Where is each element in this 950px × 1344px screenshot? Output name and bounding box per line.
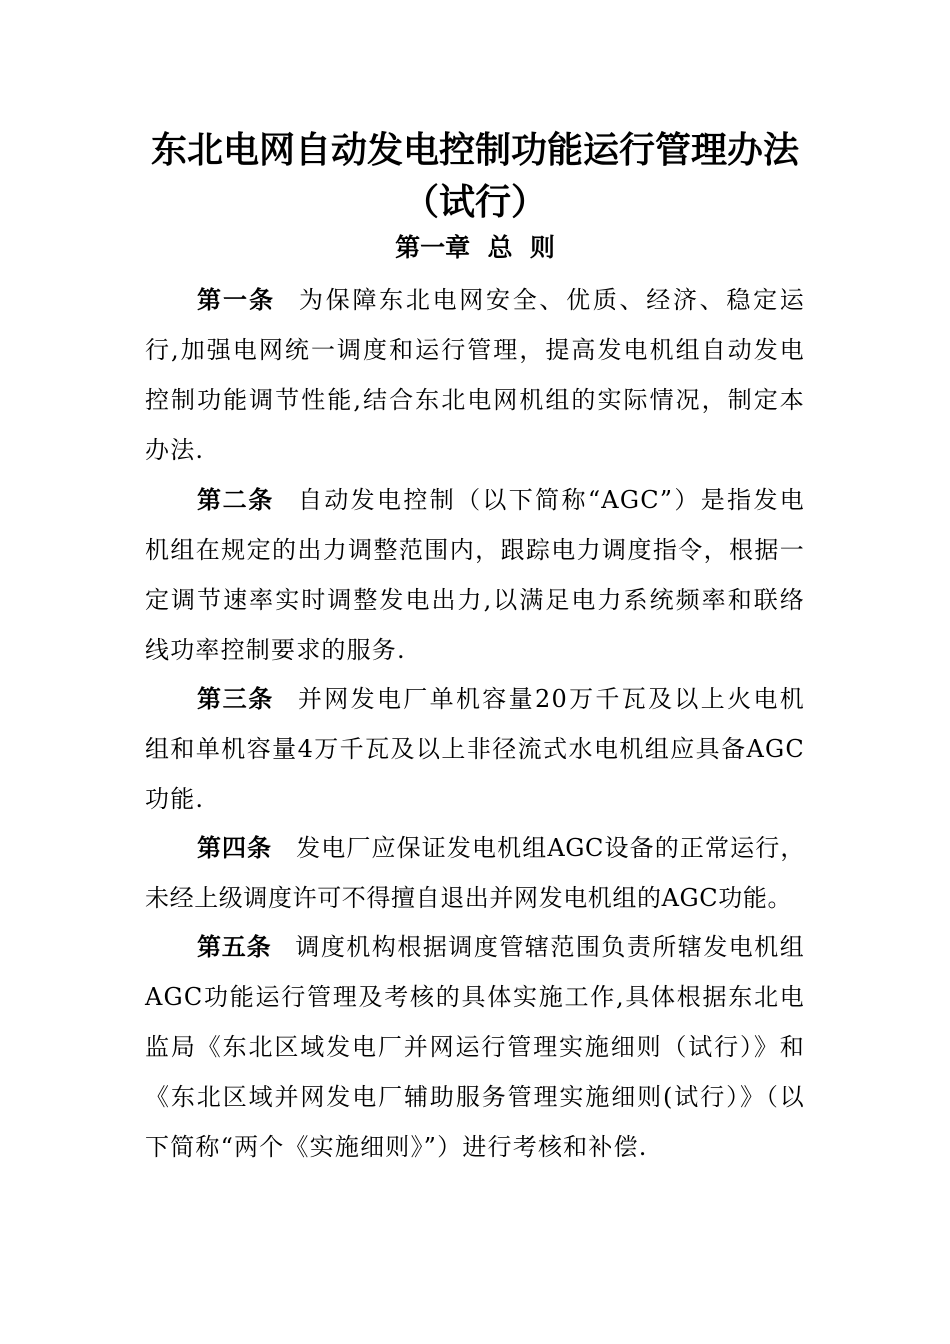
document-title-suffix: （试行）	[402, 181, 547, 223]
article-4	[145, 823, 805, 923]
article-text: 为保障东北电网安全、优质、经济、稳定运行,加强电网统一调度和运行管理，提高发电机组自动发电控制功能调节性能,结合东北电网机组的实际情况，制定本办法.	[145, 286, 805, 464]
article-label: 第四条	[197, 833, 273, 862]
article-2	[145, 475, 805, 675]
article-5	[145, 922, 805, 1172]
document-title: 东北电网自动发电控制功能运行管理办法	[150, 129, 799, 171]
article-text: 并网发电厂单机容量20万千瓦及以上火电机组和单机容量4万千瓦及以上非径流式水电机组应具备AGC功能.	[145, 685, 805, 813]
article-1	[145, 275, 805, 475]
chapter-heading: 第一章 总 则	[395, 233, 555, 262]
article-label: 第二条	[197, 485, 274, 514]
article-label: 第五条	[197, 932, 272, 961]
article-text: 发电厂应保证发电机组AGC设备的正常运行，未经上级调度许可不得擅自退出并网发电机组的AGC功能。	[145, 834, 805, 912]
article-text: 自动发电控制（以下简称“AGC”）是指发电机组在规定的出力调整范围内，跟踪电力调度指令，根据一定调节速率实时调整发电出力,以满足电力系统频率和联络线功率控制要求的服务.	[145, 486, 806, 664]
article-label: 第三条	[197, 684, 274, 713]
article-3	[145, 674, 805, 824]
article-text: 调度机构根据调度管辖范围负责所辖发电机组AGC功能运行管理及考核的具体实施工作,具体根据东北电监局《东北区域发电厂并网运行管理实施细则（试行）》和《东北区域并网发电厂辅助服务管理实施细则(试行）》（以下简称“两个《实施细则》”）进行考核和补偿.	[145, 933, 806, 1161]
article-label: 第一条	[197, 285, 276, 314]
